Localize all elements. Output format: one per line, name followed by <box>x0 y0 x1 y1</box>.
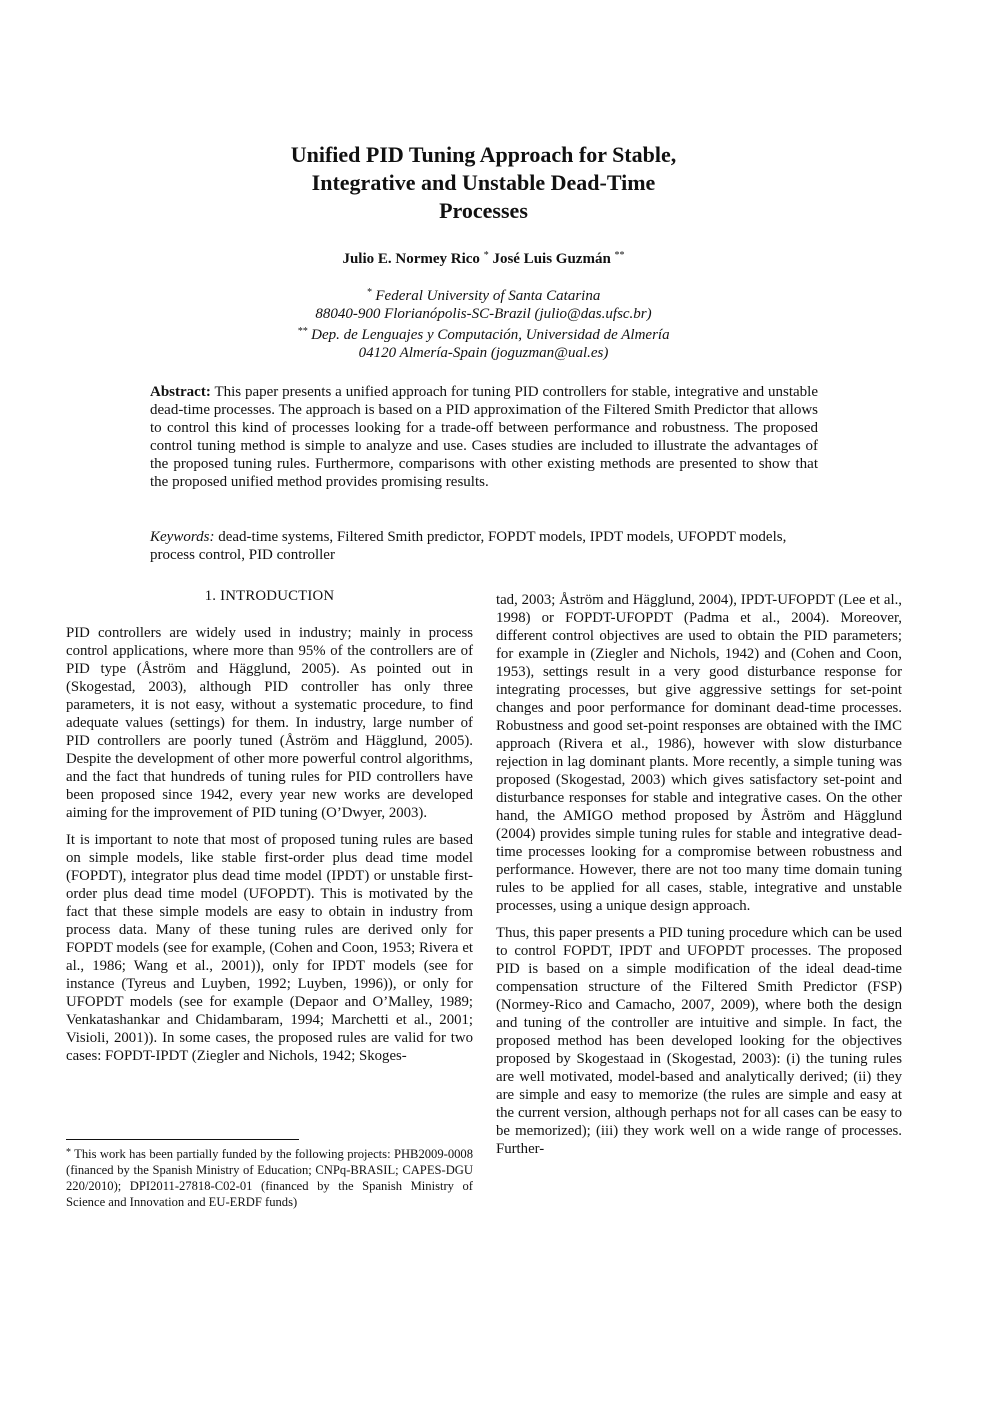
author-name: José Luis Guzmán <box>492 251 611 267</box>
author-name: Julio E. Normey Rico <box>342 251 480 267</box>
body-paragraph: It is important to note that most of proposed tuning rules are based on simple models, like stable first-order plus dead time model (FOPDT), integrator plus dead time model (IPDT) or unstable first-order plus dead time model (UFOPDT). This is motivated by the fact that these simple models are easy to obtain in industry from process data. Many of these tuning rules are derived only for FOPDT models (see for example, (Cohen and Coon, 1953; Rivera et al., 1986; Wang et al., 2001)), only for IPDT models (see for instance (Tyreus and Luyben, 1992; Luyben, 1996)), or only for UFOPDT models (see for example (Depaor and O’Malley, 1989; Venkatashankar and Chidambaram, 1994; Marchetti et al., 2001; Visioli, 2001)). In some cases, the proposed rules are valid for two cases: FOPDT-IPDT (Ziegler and Nichols, 1942; Skoges- <box>66 832 473 1064</box>
author-list <box>200 246 767 269</box>
footnote-divider <box>66 1139 299 1140</box>
keywords-label: Keywords: <box>150 529 215 545</box>
affiliation-text: Dep. de Lenguajes y Computación, Universidad de Almería <box>311 327 670 343</box>
body-paragraph: Thus, this paper presents a PID tuning procedure which can be used to control FOPDT, IPDT and UFOPDT processes. The proposed PID is based on a simple modification of the ideal dead-time compensation structure of the Filtered Smith Predictor (FSP) (Normey-Rico and Camacho, 2007, 2009), where both the design and tuning of the controller are intuitive and simple. In fact, the proposed method has been developed looking for the objectives proposed by Skogestaad in (Skogestad, 2003): (i) the tuning rules are well motivated, model-based and analytically derived; (ii) they are simple and easy to memorize (the rules are simple and easy at the current version, although perhaps not for all cases can be easy to be memorized); (iii) they work well on a wide range of processes. Further- <box>496 925 902 1157</box>
right-column <box>496 591 902 1167</box>
body-paragraph: PID controllers are widely used in industry; mainly in process control applications, where more than 95% of the controllers are of PID type (Åström and Hägglund, 2005). As pointed out in (Skogestad, 2003), although PID controller has only three parameters, it is not easy, without a systematic procedure, to find adequate values (settings) for them. In industry, large number of PID controllers are poorly tuned (Åström and Hägglund, 2005). Despite the development of other more powerful control algorithms, and the fact that hundreds of tuning rules for PID controllers have been proposed since 1942, every year new works are developed aiming for the improvement of PID tuning (O’Dwyer, 2003). <box>66 625 473 821</box>
body-paragraph: tad, 2003; Åström and Hägglund, 2004), IPDT-UFOPDT (Lee et al., 1998) or FOPDT-UFOPDT (Padma et al., 2004). Moreover, different control objectives are used to obtain the PID parameters; for example in (Ziegler and Nichols, 1942) and (Cohen and Coon, 1953), settings result in a very good disturbance response for integrating processes, but give aggressive settings for set-point changes and poor performance for dominant dead-time processes. Robustness and good set-point responses are obtained with the IMC approach (Rivera et al., 1986), however with slow disturbance rejection in lag dominant plants. More recently, a simple tuning was proposed (Skogestad, 2003) which gives satisfactory set-point and disturbance responses for stable and integrative cases. On the other hand, the AMIGO method proposed by Åström and Hägglund (2004) provides simple tuning rules for stable and integrative dead-time processes looking for a compromise between robustness and performance. However, there are not too many time domain tuning rules to be applied for all cases, stable, integrative and unstable processes, using a unique design approach. <box>496 592 902 914</box>
section-heading: 1. INTRODUCTION <box>204 588 335 604</box>
title-line-2: Integrative and Unstable Dead-Time <box>311 170 656 195</box>
paper-title <box>200 141 767 225</box>
affiliation-text: Federal University of Santa Catarina <box>375 288 601 304</box>
footnote <box>66 1145 473 1210</box>
abstract <box>150 383 818 491</box>
affiliation-line <box>200 323 767 344</box>
keywords-text: dead-time systems, Filtered Smith predictor, FOPDT models, IPDT models, UFOPDT models, process control, PID controller <box>150 529 787 563</box>
affiliation-line: 04120 Almería-Spain (joguzman@ual.es) <box>358 345 609 361</box>
affiliation-line <box>200 284 767 305</box>
affiliation-marker: * <box>483 250 489 261</box>
affiliation-marker: ** <box>297 326 308 337</box>
abstract-label: Abstract: <box>150 384 211 400</box>
keywords <box>150 528 818 564</box>
affiliation-line: 88040-900 Florianópolis-SC-Brazil (julio@das.ufsc.br) <box>315 306 652 322</box>
affiliations <box>200 284 767 362</box>
title-line-3: Processes <box>439 198 528 223</box>
title-line-1: Unified PID Tuning Approach for Stable, <box>290 142 677 167</box>
footnote-text: This work has been partially funded by the following projects: PHB2009-0008 (financed by the Spanish Ministry of Education; CNPq-BRASIL; CAPES-DGU 220/2010); DPI2011-27818-C02-01 (financed by the Spanish Ministry of Science and Innovation and EU-ERDF funds) <box>66 1147 474 1209</box>
left-column <box>66 587 473 1074</box>
abstract-text: This paper presents a unified approach for tuning PID controllers for stable, integrative and unstable dead-time processes. The approach is based on a PID approximation of the Filtered Smith Predictor that allows to control this kind of processes looking for a trade-off between performance and robustness. The proposed control tuning method is simple to analyze and use. Cases studies are included to illustrate the advantages of the proposed tuning rules. Furthermore, comparisons with other existing methods are presented to show that the proposed unified method provides promising results. <box>150 384 818 490</box>
footnote-marker: * <box>66 1147 71 1158</box>
affiliation-marker: ** <box>614 250 625 261</box>
affiliation-marker: * <box>366 287 372 298</box>
